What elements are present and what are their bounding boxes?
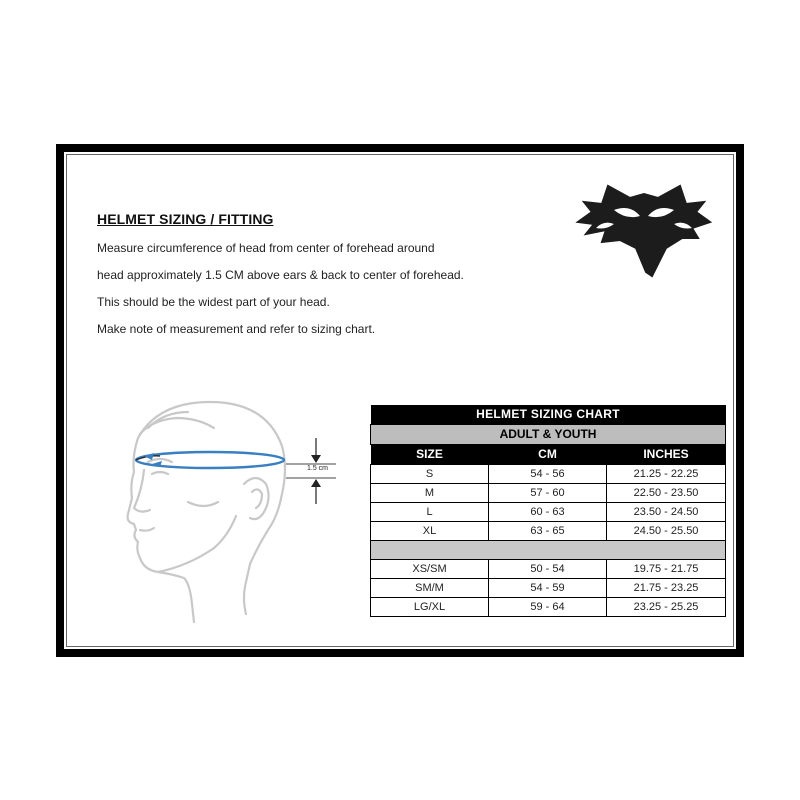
fox-head-logo-icon [574, 176, 714, 285]
inches-cell: 21.75 - 23.25 [607, 579, 726, 598]
inches-cell: 24.50 - 25.50 [607, 522, 726, 541]
size-cell: XL [371, 522, 489, 541]
helmet-sizing-chart [370, 405, 725, 617]
inches-cell: 22.50 - 23.50 [607, 484, 726, 503]
instruction-line-2: head approximately 1.5 CM above ears & back to center of forehead. [97, 268, 464, 282]
size-cell: M [371, 484, 489, 503]
cm-cell: 50 - 54 [489, 560, 607, 579]
table-row [371, 484, 726, 503]
cm-cell: 57 - 60 [489, 484, 607, 503]
cm-cell: 54 - 59 [489, 579, 607, 598]
instruction-line-4: Make note of measurement and refer to sizing chart. [97, 322, 376, 336]
instruction-line-3: This should be the widest part of your head. [97, 295, 330, 309]
inches-cell: 21.25 - 22.25 [607, 465, 726, 484]
cm-cell: 59 - 64 [489, 598, 607, 617]
table-row [371, 522, 726, 541]
chart-subtitle-row [371, 425, 726, 445]
separator-cell [371, 541, 726, 560]
table-row [371, 503, 726, 522]
inches-cell: 19.75 - 21.75 [607, 560, 726, 579]
cm-cell: 54 - 56 [489, 465, 607, 484]
table-row [371, 598, 726, 617]
instruction-line-1: Measure circumference of head from center of forehead around [97, 241, 435, 255]
cm-cell: 60 - 63 [489, 503, 607, 522]
head-measurement-diagram [118, 398, 348, 629]
column-header-row [371, 445, 726, 465]
column-header-inches: INCHES [607, 445, 726, 465]
size-cell: L [371, 503, 489, 522]
table-row [371, 560, 726, 579]
chart-title-row [371, 405, 726, 425]
column-header-cm: CM [489, 445, 607, 465]
inches-cell: 23.25 - 25.25 [607, 598, 726, 617]
chart-title: HELMET SIZING CHART [371, 405, 726, 425]
page-title: HELMET SIZING / FITTING [97, 211, 274, 227]
measurement-label: 1.5 cm [307, 465, 329, 472]
size-cell: XS/SM [371, 560, 489, 579]
inches-cell: 23.50 - 24.50 [607, 503, 726, 522]
sizing-table [370, 405, 726, 617]
size-cell: SM/M [371, 579, 489, 598]
chart-subtitle: ADULT & YOUTH [371, 425, 726, 445]
table-row [371, 579, 726, 598]
column-header-size: SIZE [371, 445, 489, 465]
cm-cell: 63 - 65 [489, 522, 607, 541]
section-separator-row [371, 541, 726, 560]
size-cell: S [371, 465, 489, 484]
table-row [371, 465, 726, 484]
size-cell: LG/XL [371, 598, 489, 617]
